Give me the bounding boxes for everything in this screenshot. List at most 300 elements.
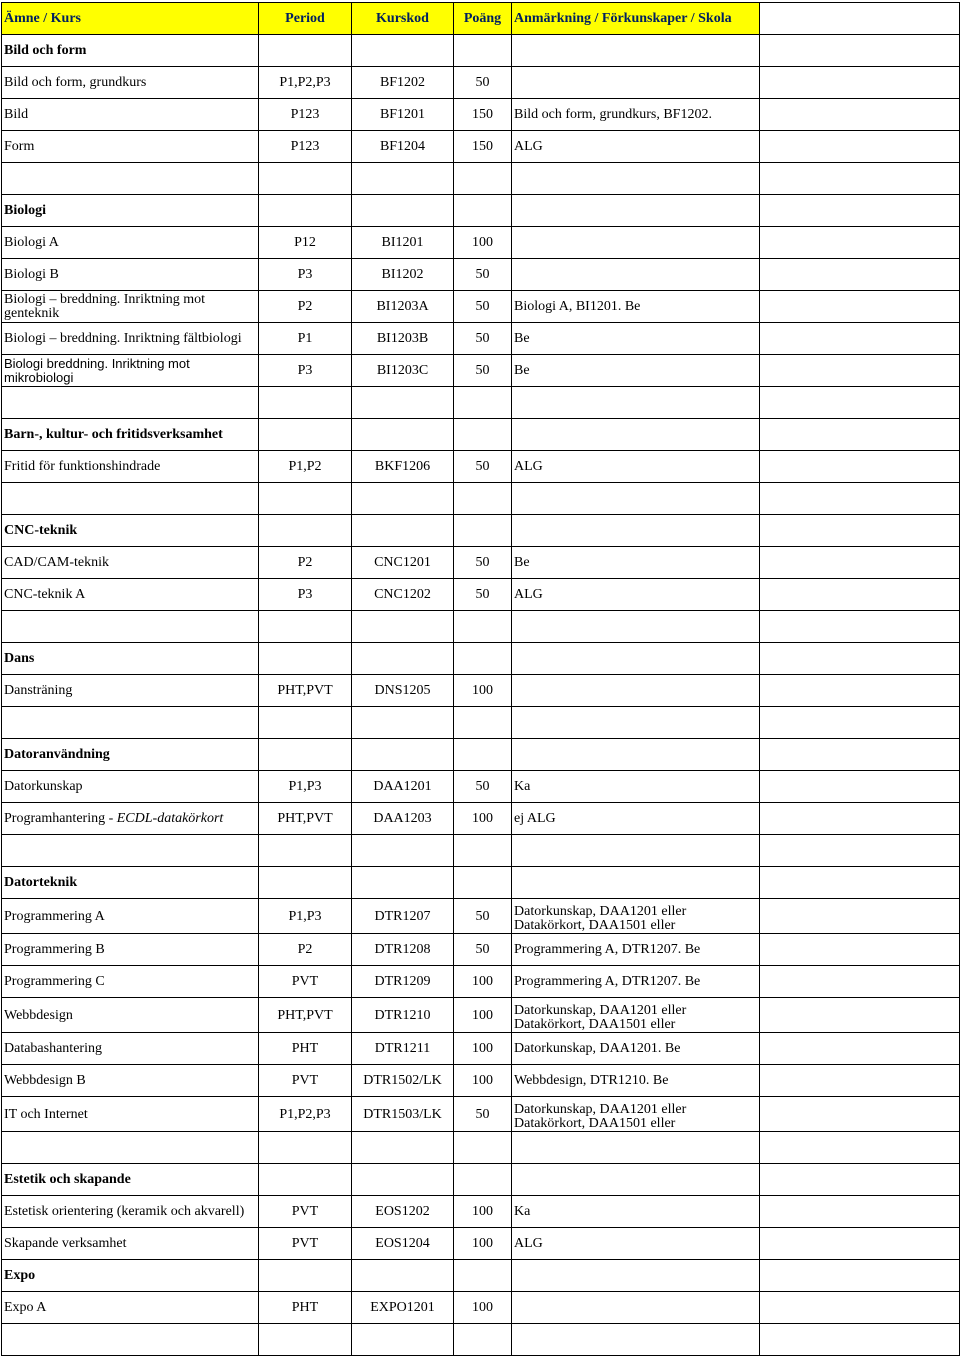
course-points-text: 150: [472, 139, 493, 154]
course-note: [512, 707, 760, 739]
course-period: [259, 1132, 352, 1164]
table-row: [2, 966, 960, 998]
course-note: [512, 1324, 760, 1356]
course-code: [352, 1097, 454, 1132]
course-note: [512, 35, 760, 67]
course-name-text: Skapande verksamhet: [4, 1236, 127, 1251]
course-points-text: 100: [472, 1236, 493, 1251]
empty-cell: [760, 899, 960, 934]
course-period: [259, 739, 352, 771]
course-name: [2, 387, 259, 419]
course-name: [2, 291, 259, 323]
course-period-text: PVT: [291, 1204, 319, 1219]
course-code: [352, 739, 454, 771]
empty-cell: [760, 227, 960, 259]
course-name-text: Dansträning: [4, 683, 73, 698]
table-row: [2, 771, 960, 803]
course-period: [259, 643, 352, 675]
course-note-text: Datorkunskap, DAA1201. Be: [514, 1041, 681, 1056]
empty-cell: [760, 998, 960, 1033]
course-code: [352, 355, 454, 387]
course-name: [2, 131, 259, 163]
course-note-text: ALG: [514, 139, 543, 154]
empty-cell: [760, 67, 960, 99]
course-name-text: CNC-teknik A: [4, 587, 86, 602]
course-period-text: PHT,PVT: [277, 811, 333, 826]
course-points: [454, 1292, 512, 1324]
course-period: [259, 67, 352, 99]
section-row: [2, 35, 960, 67]
table-row: [2, 998, 960, 1033]
course-name: [2, 1292, 259, 1324]
course-note: [512, 643, 760, 675]
course-name: [2, 1033, 259, 1065]
empty-cell: [760, 35, 960, 67]
course-points: [454, 1065, 512, 1097]
course-points: [454, 227, 512, 259]
course-code: [352, 163, 454, 195]
course-period-text: P2: [297, 942, 313, 957]
course-note: [512, 483, 760, 515]
course-name: [2, 707, 259, 739]
course-code-text: DTR1210: [374, 1007, 431, 1023]
empty-cell: [760, 966, 960, 998]
course-period: [259, 355, 352, 387]
course-name: [2, 579, 259, 611]
course-points: [454, 803, 512, 835]
course-points: [454, 451, 512, 483]
section-title-text: Dans: [4, 651, 35, 666]
section-title: [2, 195, 259, 227]
course-name-text: Biologi A: [4, 235, 59, 250]
course-points: [454, 771, 512, 803]
course-note-text: ej ALG: [514, 811, 556, 826]
empty-cell: [760, 355, 960, 387]
course-code: [352, 803, 454, 835]
course-period: [259, 707, 352, 739]
course-note: [512, 771, 760, 803]
course-points-text: 50: [475, 267, 490, 282]
course-name-text: Programmering B: [4, 942, 105, 957]
course-points: [454, 483, 512, 515]
course-period: [259, 35, 352, 67]
course-code-text: EOS1204: [375, 1236, 430, 1251]
course-note: [512, 899, 760, 934]
course-code: [352, 195, 454, 227]
course-name: [2, 451, 259, 483]
section-title-text: Bild och form: [4, 43, 87, 58]
course-name-text: Estetisk orientering (keramik och akvarell): [4, 1204, 245, 1219]
header-subject: Ämne / Kurs: [2, 3, 259, 35]
course-points-text: 50: [475, 555, 490, 570]
course-code-text: DTR1208: [374, 942, 431, 957]
section-title-text: CNC-teknik: [4, 523, 78, 538]
course-points-text: 100: [472, 811, 493, 826]
course-note: [512, 579, 760, 611]
course-note-text: Datorkunskap, DAA1201 eller Datakörkort, DAA1501 eller: [514, 1003, 687, 1032]
section-title-text: Estetik och skapande: [4, 1172, 131, 1187]
course-note: [512, 934, 760, 966]
course-name-text: Webbdesign B: [4, 1073, 86, 1088]
course-name: [2, 899, 259, 934]
course-period: [259, 1260, 352, 1292]
course-points: [454, 966, 512, 998]
course-points: [454, 419, 512, 451]
course-note: [512, 547, 760, 579]
course-period: [259, 835, 352, 867]
course-name-text: Programmering A: [4, 908, 105, 924]
course-period: [259, 803, 352, 835]
course-name: [2, 771, 259, 803]
course-period: [259, 131, 352, 163]
course-code-text: DTR1503/LK: [363, 1106, 442, 1122]
course-code-text: BI1203B: [376, 331, 429, 346]
table-row: [2, 1065, 960, 1097]
course-points-text: 100: [472, 1007, 493, 1023]
course-code: [352, 227, 454, 259]
empty-cell: [760, 259, 960, 291]
blank-row: [2, 483, 960, 515]
section-title-text: Biologi: [4, 203, 47, 218]
course-name-text: Expo A: [4, 1300, 47, 1315]
course-points: [454, 1260, 512, 1292]
course-code: [352, 675, 454, 707]
course-period-text: P2: [297, 555, 313, 570]
course-code: [352, 579, 454, 611]
course-note: [512, 867, 760, 899]
empty-cell: [760, 195, 960, 227]
course-name: [2, 611, 259, 643]
course-points: [454, 643, 512, 675]
course-name: [2, 966, 259, 998]
blank-row: [2, 1132, 960, 1164]
course-points-text: 50: [475, 1106, 490, 1122]
course-name: [2, 675, 259, 707]
course-name: [2, 1196, 259, 1228]
course-note: [512, 966, 760, 998]
course-points-text: 50: [475, 299, 490, 314]
course-code: [352, 451, 454, 483]
empty-cell: [760, 707, 960, 739]
table-row: [2, 899, 960, 934]
course-note-text: Ka: [514, 1204, 531, 1219]
course-code: [352, 515, 454, 547]
course-period-text: PVT: [291, 1073, 319, 1088]
course-code-text: BKF1206: [374, 459, 431, 474]
course-period-text: P2: [297, 299, 313, 314]
course-code-text: BI1203A: [376, 299, 429, 314]
course-note: [512, 355, 760, 387]
table-row: [2, 1292, 960, 1324]
course-code-text: DTR1211: [374, 1041, 431, 1056]
course-period: [259, 899, 352, 934]
course-period: [259, 291, 352, 323]
empty-cell: [760, 835, 960, 867]
course-points-text: 100: [472, 1300, 493, 1315]
course-note: [512, 1065, 760, 1097]
course-points: [454, 259, 512, 291]
course-name: [2, 835, 259, 867]
course-name: [2, 483, 259, 515]
course-note: [512, 67, 760, 99]
course-points: [454, 934, 512, 966]
course-code-text: BI1203C: [376, 363, 429, 378]
course-code-text: CNC1201: [374, 555, 431, 570]
course-code: [352, 966, 454, 998]
empty-cell: [760, 1324, 960, 1356]
empty-cell: [760, 675, 960, 707]
course-points: [454, 579, 512, 611]
course-points: [454, 1097, 512, 1132]
section-row: [2, 739, 960, 771]
section-title-text: Datoranvändning: [4, 747, 110, 762]
course-period: [259, 1033, 352, 1065]
course-note: [512, 163, 760, 195]
course-note: [512, 1132, 760, 1164]
course-points: [454, 515, 512, 547]
course-period: [259, 99, 352, 131]
course-note-text: ALG: [514, 1236, 543, 1251]
course-code: [352, 483, 454, 515]
table-row: [2, 323, 960, 355]
table-row: [2, 131, 960, 163]
course-name: [2, 803, 259, 835]
course-code: [352, 934, 454, 966]
table-row: [2, 67, 960, 99]
empty-cell: [760, 291, 960, 323]
course-name-italic: ECDL-datakörkort: [116, 811, 224, 826]
course-code-text: DTR1209: [374, 974, 431, 989]
section-row: [2, 195, 960, 227]
course-points: [454, 998, 512, 1033]
course-points-text: 50: [475, 908, 490, 924]
course-code-text: DTR1502/LK: [363, 1073, 442, 1088]
course-period: [259, 1292, 352, 1324]
empty-cell: [760, 867, 960, 899]
course-points: [454, 195, 512, 227]
course-note-text: Ka: [514, 779, 531, 794]
course-points: [454, 67, 512, 99]
course-note: [512, 1260, 760, 1292]
course-code: [352, 131, 454, 163]
course-name-text: Biologi – breddning. Inriktning mot genteknik: [4, 292, 206, 321]
course-name-text: IT och Internet: [4, 1106, 88, 1122]
section-title: [2, 35, 259, 67]
header-row: [2, 3, 960, 35]
table-row: [2, 259, 960, 291]
section-title: [2, 739, 259, 771]
course-points: [454, 163, 512, 195]
course-code-text: CNC1202: [374, 587, 431, 602]
course-note: [512, 259, 760, 291]
course-code-text: DAA1203: [373, 811, 432, 826]
course-note-text: Datorkunskap, DAA1201 eller Datakörkort, DAA1501 eller: [514, 904, 687, 933]
empty-cell: [760, 131, 960, 163]
course-name-text: Bild och form, grundkurs: [4, 75, 147, 90]
course-code: [352, 323, 454, 355]
course-name: [2, 67, 259, 99]
course-name-text: Form: [4, 139, 35, 154]
empty-cell: [760, 99, 960, 131]
course-note-text: Bild och form, grundkurs, BF1202.: [514, 107, 712, 122]
course-period: [259, 611, 352, 643]
course-period: [259, 1196, 352, 1228]
course-period: [259, 1065, 352, 1097]
course-period-text: P1,P2,P3: [279, 75, 331, 90]
course-period-text: P1: [297, 331, 313, 346]
course-points: [454, 1164, 512, 1196]
course-points: [454, 739, 512, 771]
course-points-text: 50: [475, 779, 490, 794]
course-name: [2, 547, 259, 579]
course-name-text: Biologi breddning. Inriktning mot mikrobiologi: [4, 356, 190, 385]
course-period-text: PHT,PVT: [277, 1007, 333, 1023]
course-period: [259, 227, 352, 259]
course-name: [2, 1097, 259, 1132]
course-period-text: P1,P3: [288, 908, 322, 924]
section-row: [2, 1260, 960, 1292]
course-code: [352, 643, 454, 675]
course-points: [454, 835, 512, 867]
course-points: [454, 611, 512, 643]
header-note: Anmärkning / Förkunskaper / Skola: [512, 3, 760, 35]
course-note: [512, 323, 760, 355]
course-period: [259, 163, 352, 195]
course-code-text: BI1202: [381, 267, 424, 282]
course-points-text: 100: [472, 1204, 493, 1219]
course-period: [259, 675, 352, 707]
course-period: [259, 966, 352, 998]
table-row: [2, 227, 960, 259]
empty-cell: [760, 387, 960, 419]
course-name-text: Fritid för funktionshindrade: [4, 459, 161, 474]
course-period: [259, 515, 352, 547]
course-points: [454, 323, 512, 355]
course-points: [454, 899, 512, 934]
course-note-text: Biologi A, BI1201. Be: [514, 299, 641, 314]
course-code-text: BF1202: [379, 75, 426, 90]
empty-cell: [760, 1292, 960, 1324]
blank-row: [2, 1324, 960, 1356]
course-period-text: P3: [297, 363, 313, 378]
empty-cell: [760, 934, 960, 966]
course-note: [512, 515, 760, 547]
course-period-text: P1,P3: [288, 779, 322, 794]
course-code-text: BI1201: [381, 235, 424, 250]
section-title: [2, 867, 259, 899]
course-code: [352, 419, 454, 451]
course-period-text: P1,P2: [288, 459, 322, 474]
blank-row: [2, 163, 960, 195]
course-points: [454, 1228, 512, 1260]
course-note: [512, 1228, 760, 1260]
course-points: [454, 35, 512, 67]
course-name: [2, 998, 259, 1033]
header-points: Poäng: [454, 3, 512, 35]
course-note: [512, 1292, 760, 1324]
empty-cell: [760, 803, 960, 835]
course-note: [512, 803, 760, 835]
course-points: [454, 1033, 512, 1065]
table-row: [2, 1196, 960, 1228]
table-row: [2, 675, 960, 707]
empty-cell: [760, 579, 960, 611]
course-code: [352, 707, 454, 739]
course-note: [512, 227, 760, 259]
course-note: [512, 611, 760, 643]
course-name-text: Programhantering -: [4, 811, 117, 826]
course-points: [454, 1132, 512, 1164]
course-period: [259, 387, 352, 419]
section-row: [2, 867, 960, 899]
header-period: Period: [259, 3, 352, 35]
course-points-text: 100: [472, 1073, 493, 1088]
course-code: [352, 291, 454, 323]
course-code: [352, 1324, 454, 1356]
table-row: [2, 355, 960, 387]
course-code: [352, 99, 454, 131]
section-title: [2, 515, 259, 547]
course-note: [512, 195, 760, 227]
course-points-text: 50: [475, 331, 490, 346]
blank-row: [2, 835, 960, 867]
course-points: [454, 867, 512, 899]
table-row: [2, 1097, 960, 1132]
table-row: [2, 547, 960, 579]
course-period: [259, 1097, 352, 1132]
course-name: [2, 323, 259, 355]
course-code-text: DTR1207: [374, 908, 431, 924]
table-body: [2, 35, 960, 1356]
course-code-text: DAA1201: [373, 779, 432, 794]
blank-row: [2, 611, 960, 643]
empty-cell: [760, 451, 960, 483]
course-note-text: Be: [514, 331, 530, 346]
course-note-text: Be: [514, 555, 530, 570]
course-note: [512, 1196, 760, 1228]
course-points-text: 50: [475, 459, 490, 474]
course-period: [259, 195, 352, 227]
course-points-text: 100: [472, 683, 493, 698]
course-code-text: BF1204: [379, 139, 426, 154]
course-period-text: P123: [290, 139, 320, 154]
course-period-text: PVT: [291, 974, 319, 989]
course-name-text: Bild: [4, 107, 29, 122]
empty-cell: [760, 1196, 960, 1228]
course-points-text: 100: [472, 974, 493, 989]
course-code: [352, 1033, 454, 1065]
course-period-text: PVT: [291, 1236, 319, 1251]
empty-cell: [760, 1065, 960, 1097]
course-note: [512, 835, 760, 867]
course-code: [352, 67, 454, 99]
course-period-text: PHT: [291, 1300, 319, 1315]
blank-row: [2, 707, 960, 739]
section-row: [2, 515, 960, 547]
course-note: [512, 387, 760, 419]
course-table: [1, 2, 960, 1356]
course-code: [352, 1228, 454, 1260]
section-row: [2, 1164, 960, 1196]
course-note-text: ALG: [514, 587, 543, 602]
course-points: [454, 1324, 512, 1356]
table-row: [2, 803, 960, 835]
course-name: [2, 259, 259, 291]
empty-cell: [760, 515, 960, 547]
course-points: [454, 1196, 512, 1228]
course-note: [512, 291, 760, 323]
empty-cell: [760, 771, 960, 803]
